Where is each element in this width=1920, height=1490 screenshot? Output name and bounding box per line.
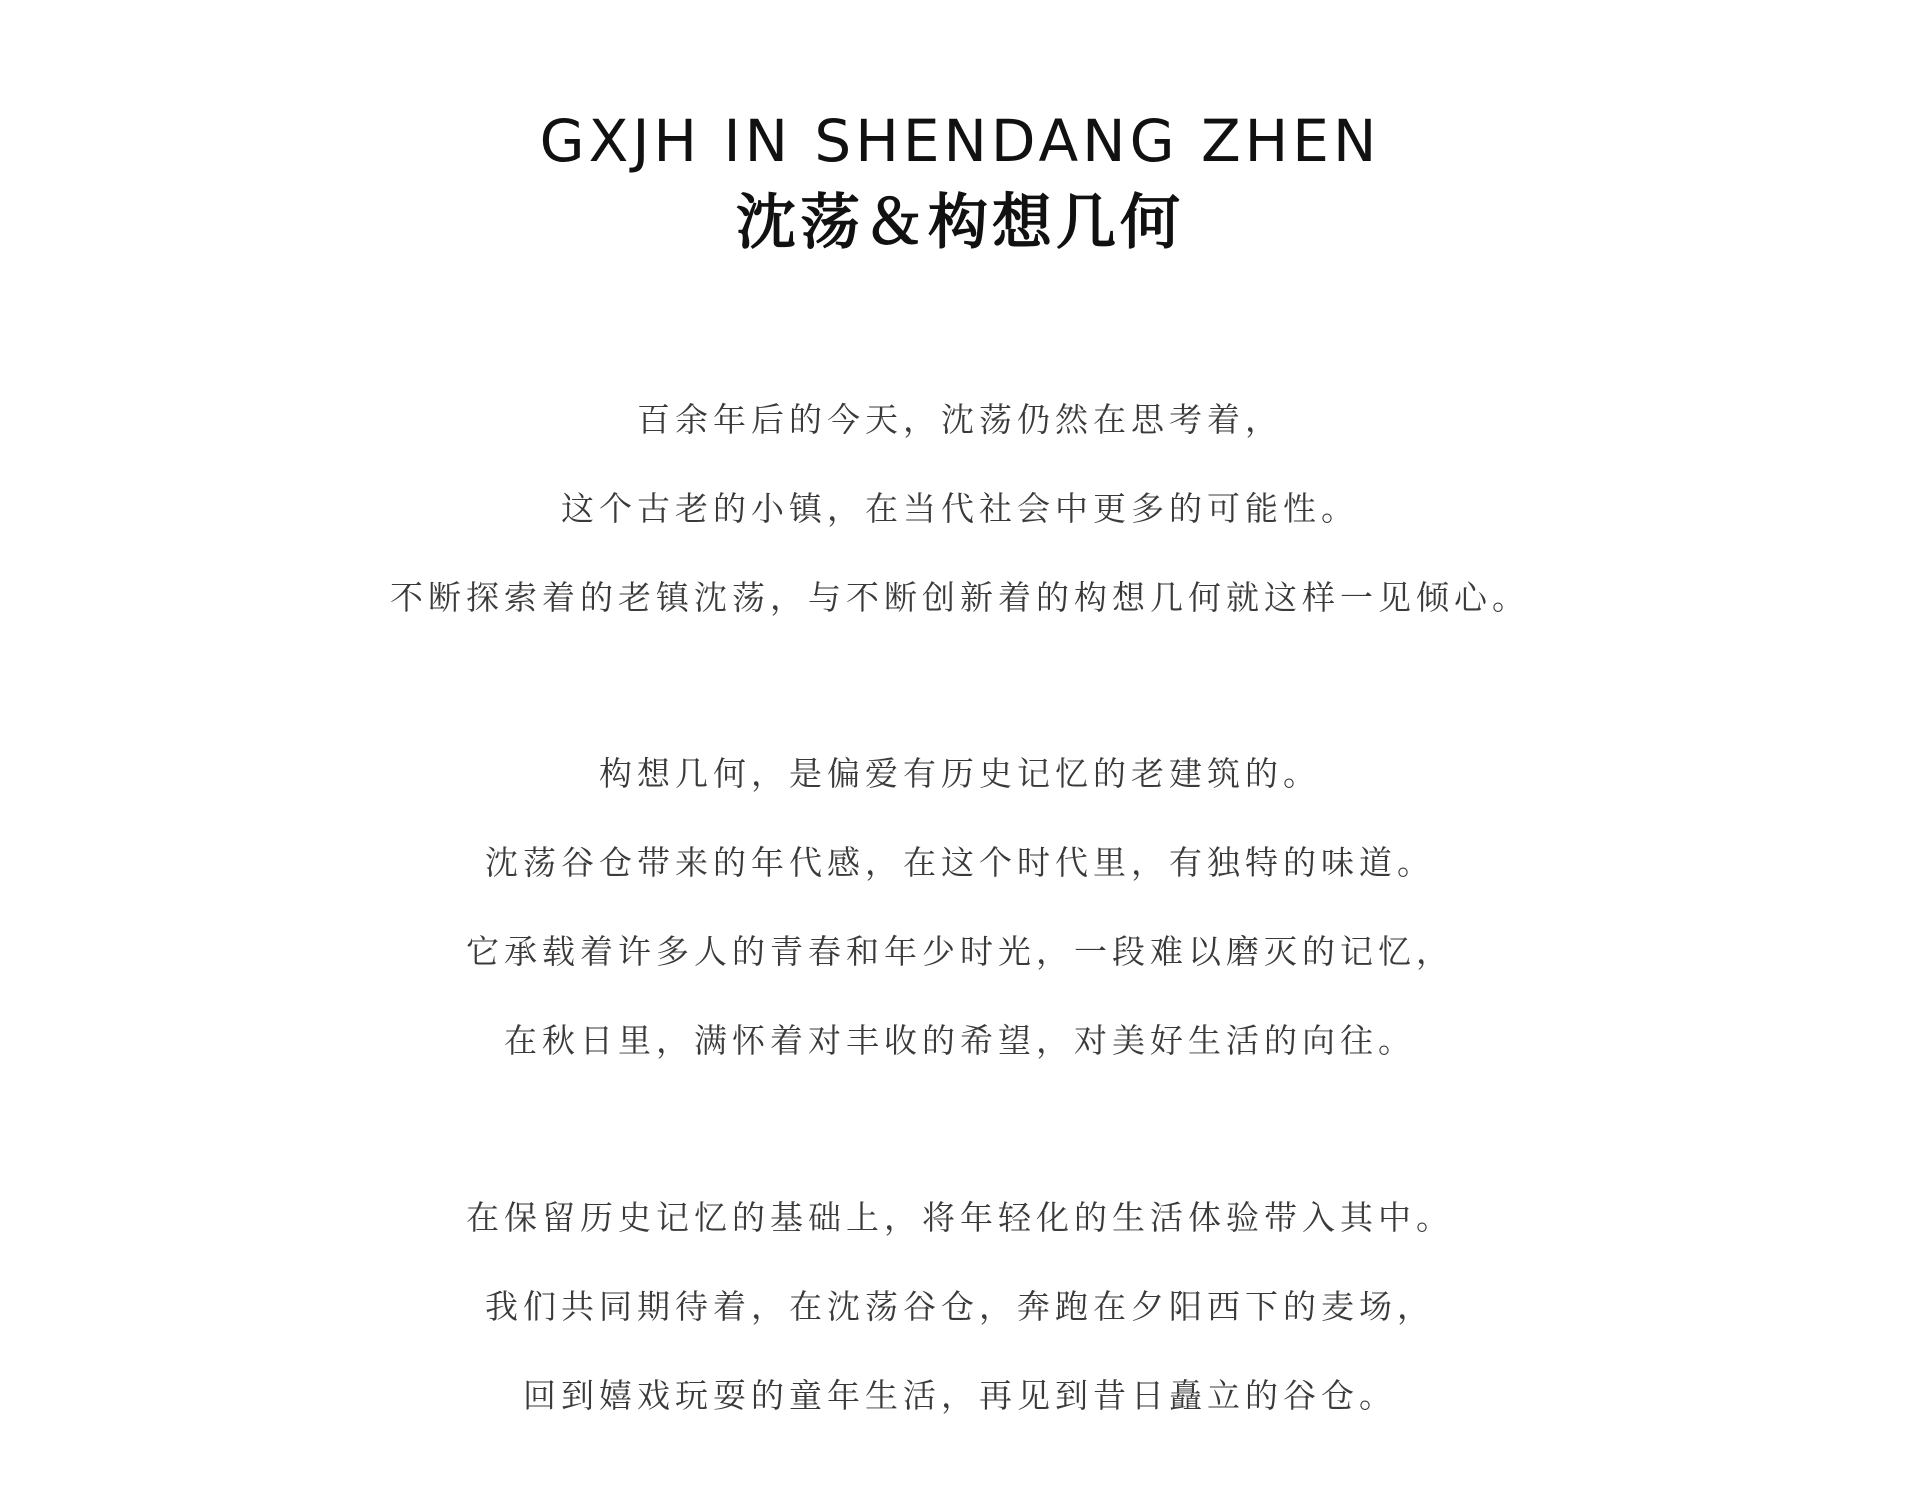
paragraph-line: 回到嬉戏玩耍的童年生活，再见到昔日矗立的谷仓。 bbox=[523, 1376, 1397, 1415]
paragraph-future bbox=[0, 1173, 1920, 1440]
title-chinese: 沈荡＆构想几何 bbox=[736, 188, 1184, 258]
header bbox=[0, 100, 1920, 264]
paragraph-line: 在秋日里，满怀着对丰收的希望，对美好生活的向往。 bbox=[504, 1021, 1416, 1060]
paragraph-line: 不断探索着的老镇沈荡，与不断创新着的构想几何就这样一见倾心。 bbox=[390, 578, 1530, 617]
paragraph-intro bbox=[0, 375, 1920, 642]
paragraph-line: 构想几何，是偏爱有历史记忆的老建筑的。 bbox=[599, 754, 1321, 793]
paragraph-line: 我们共同期待着，在沈荡谷仓，奔跑在夕阳西下的麦场， bbox=[485, 1287, 1435, 1326]
paragraph-line: 它承载着许多人的青春和年少时光，一段难以磨灭的记忆， bbox=[466, 932, 1454, 971]
paragraph-line: 在保留历史记忆的基础上，将年轻化的生活体验带入其中。 bbox=[466, 1198, 1454, 1237]
paragraph-line: 百余年后的今天，沈荡仍然在思考着， bbox=[637, 400, 1283, 439]
paragraph-history bbox=[0, 729, 1920, 1085]
paragraph-line: 沈荡谷仓带来的年代感，在这个时代里，有独特的味道。 bbox=[485, 843, 1435, 882]
title-english: GXJH IN SHENDANG ZHEN bbox=[539, 107, 1381, 175]
paragraph-line: 这个古老的小镇，在当代社会中更多的可能性。 bbox=[561, 489, 1359, 528]
